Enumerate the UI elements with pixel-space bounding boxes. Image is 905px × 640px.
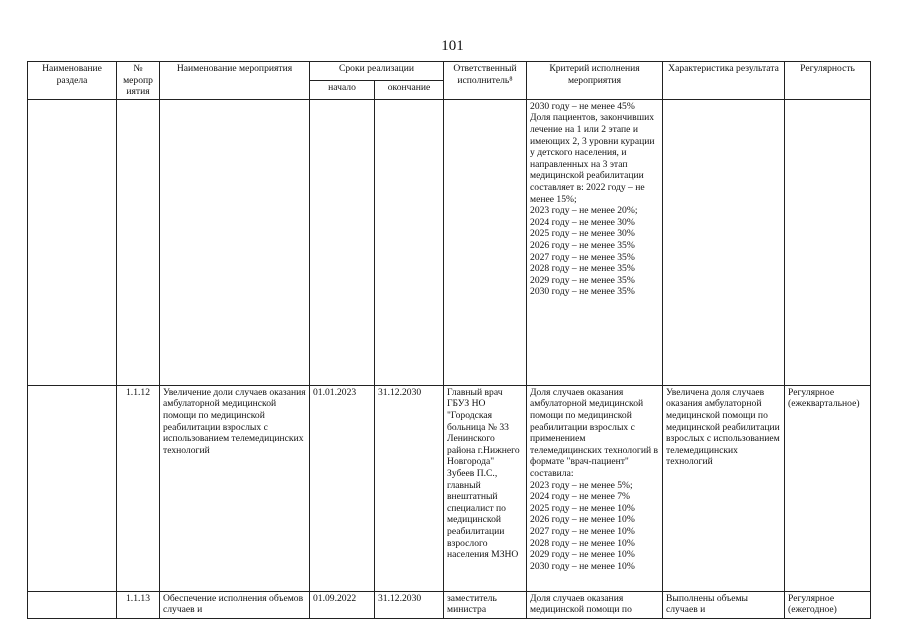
cell-no: 1.1.12 (117, 385, 160, 591)
cell-section (28, 591, 117, 618)
cell-criterion: Доля случаев оказания амбулаторной медицинской помощи по медицинской реабилитации взрослых с применением телемедицинских технологий в формате "врач-пациент" составила: 2023 году – не менее 5%; 2024 году – не менее 7% 2025 году – не менее 10% 2026 году – не менее 10% 2027 году – не менее 10% 2028 году – не менее 10% 2029 году – не менее 10% 2030 году – не менее 10% (527, 385, 663, 591)
header-start: начало (310, 80, 375, 99)
cell-name: Обеспечение исполнения объемов случаев и (160, 591, 310, 618)
page-number: 101 (441, 38, 464, 54)
header-terms: Сроки реализации (310, 62, 444, 81)
cell-result: Выполнены объемы случаев и (663, 591, 785, 618)
header-end: окончание (375, 80, 444, 99)
header-criterion: Критерий исполнения мероприятия (527, 62, 663, 100)
cell-regularity: Регулярное (ежеквартальное) (785, 385, 871, 591)
cell-regularity: Регулярное (ежегодное) (785, 591, 871, 618)
table-header-row (28, 62, 871, 81)
cell-no (117, 99, 160, 385)
plan-table (27, 61, 871, 619)
cell-result (663, 99, 785, 385)
cell-criterion: 2030 году – не менее 45% Доля пациентов, закончивших лечение на 1 или 2 этапе и имеющих 2, 3 уровни курации у детского населения, и направленных на 3 этап медицинской реабилитации составляет в: 2022 году – не менее 15%; 2023 году – не менее 20%; 2024 году – не менее 30% 2025 году – не менее 30% 2026 году – не менее 35% 2027 году – не менее 35% 2028 году – не менее 35% 2029 году – не менее 35% 2030 году – не менее 35% (527, 99, 663, 385)
cell-end: 31.12.2030 (375, 385, 444, 591)
table-row (28, 99, 871, 385)
header-event-name: Наименование мероприятия (160, 62, 310, 100)
header-regularity: Регулярность (785, 62, 871, 100)
header-result: Характеристика результата (663, 62, 785, 100)
table-row (28, 385, 871, 591)
cell-responsible: Главный врач ГБУЗ НО "Городская больница № 33 Ленинского района г.Нижнего Новгорода" Зубеев П.С., главный внештатный специалист по медицинской реабилитации взрослого населения МЗНО (444, 385, 527, 591)
cell-responsible: заместитель министра (444, 591, 527, 618)
cell-start: 01.09.2022 (310, 591, 375, 618)
cell-section (28, 99, 117, 385)
header-section-name: Наименование раздела (28, 62, 117, 100)
cell-end (375, 99, 444, 385)
cell-section (28, 385, 117, 591)
cell-criterion: Доля случаев оказания медицинской помощи по (527, 591, 663, 618)
cell-responsible (444, 99, 527, 385)
header-event-no: № меропр иятия (117, 62, 160, 100)
cell-regularity (785, 99, 871, 385)
cell-name: Увеличение доли случаев оказания амбулаторной медицинской помощи по медицинской реабилитации взрослых с использованием телемедицинских технологий (160, 385, 310, 591)
cell-end: 31.12.2030 (375, 591, 444, 618)
cell-start: 01.01.2023 (310, 385, 375, 591)
table-row (28, 591, 871, 618)
cell-result: Увеличена доля случаев оказания амбулаторной медицинской помощи по медицинской реабилитации взрослых с использованием телемедицинских технологий (663, 385, 785, 591)
cell-start (310, 99, 375, 385)
cell-no: 1.1.13 (117, 591, 160, 618)
header-responsible: Ответственный исполнитель⁸ (444, 62, 527, 100)
cell-name (160, 99, 310, 385)
